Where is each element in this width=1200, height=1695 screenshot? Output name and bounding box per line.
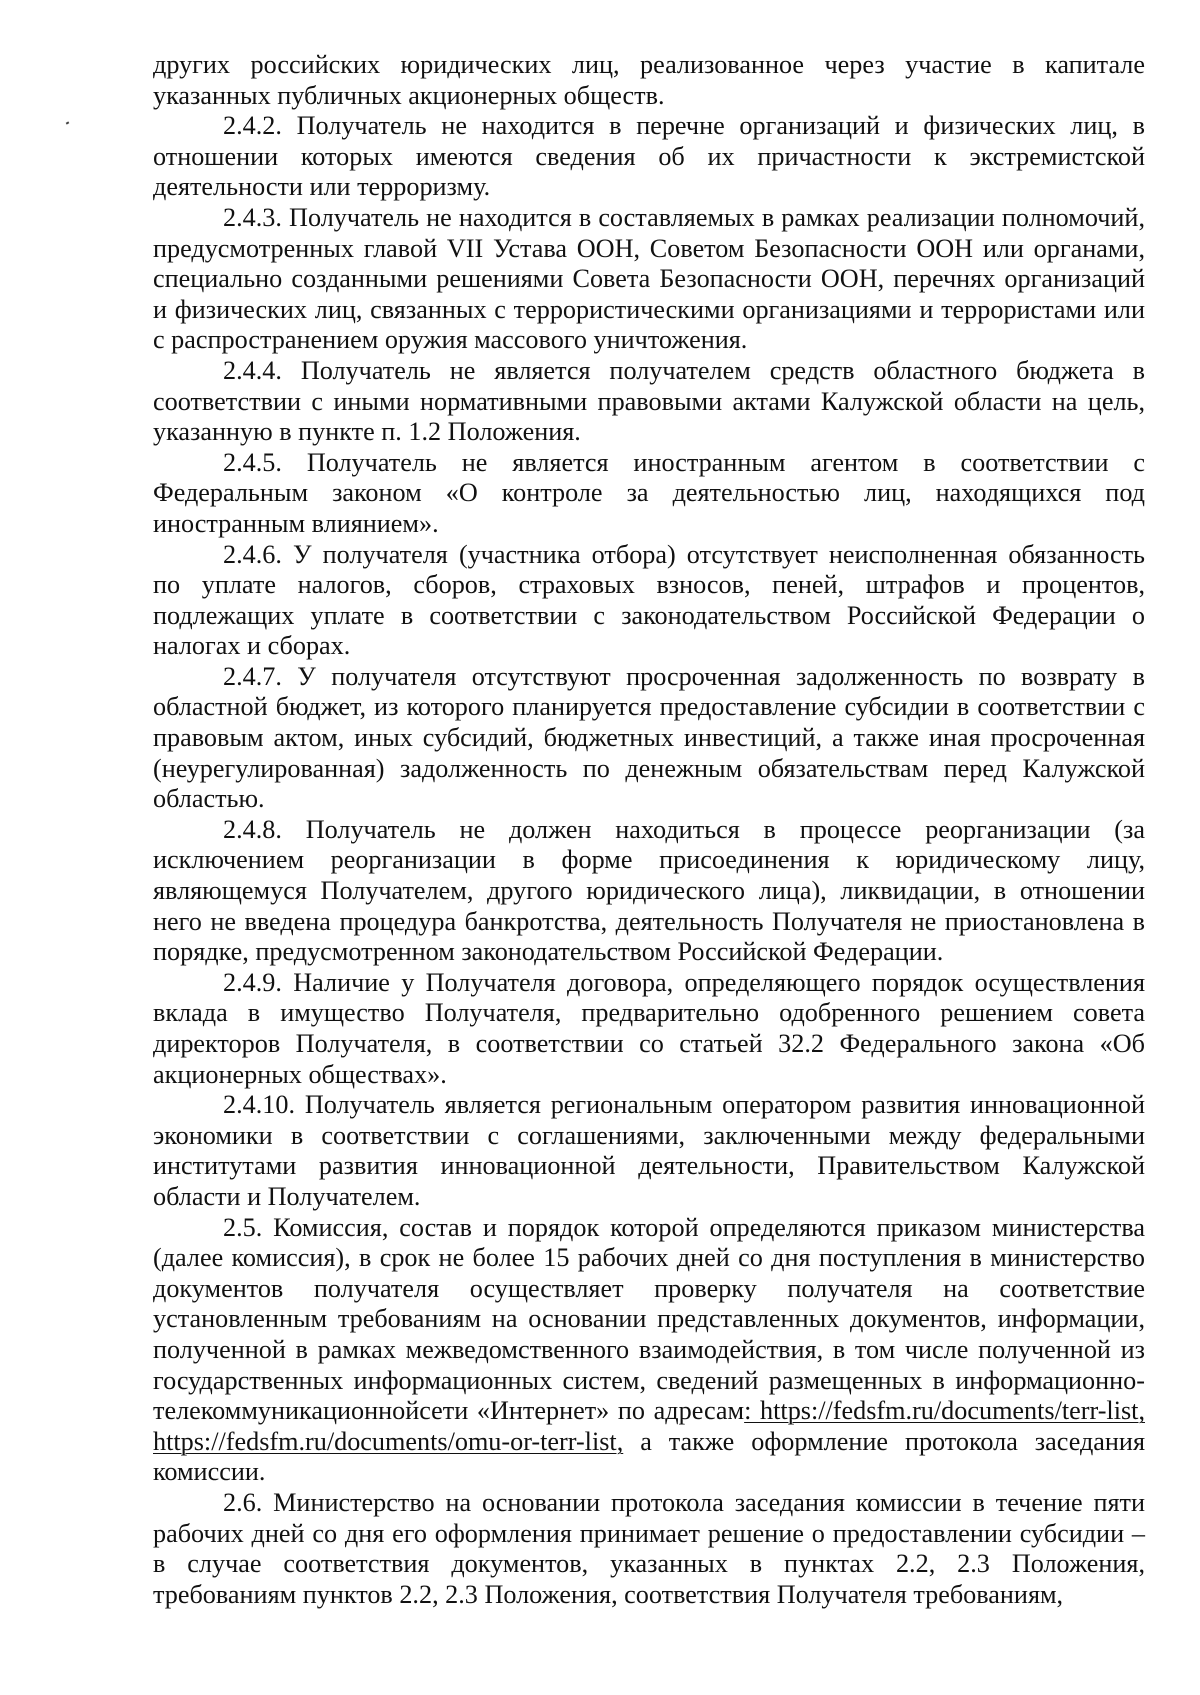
- link-omu-or-terr-list[interactable]: https://fedsfm.ru/documents/omu-or-terr-list,: [153, 1426, 624, 1456]
- paragraph-2-4-3: 2.4.3. Получатель не находится в составляемых в рамках реализации полномочий, предусмотренных главой VII Устава ООН, Советом Безопасности ООН или органами, специально созданными решениями Совета Безопасности ООН, перечнях организаций и физических лиц, связанных с террористическими организациями и террористами или с распространением оружия массового уничтожения.: [153, 202, 1145, 355]
- paragraph-2-5-tail: а также оформление протокола заседания комиссии.: [153, 1426, 1145, 1487]
- document-page: [153, 50, 1145, 1610]
- paragraph-2-5: [153, 1213, 1145, 1488]
- paragraph-2-4-5: 2.4.5. Получатель не является иностранным агентом в соответствии с Федеральным законом «О контроле за деятельностью лиц, находящихся под иностранным влиянием».: [153, 447, 1145, 538]
- paragraph-2-5-text: 2.5. Комиссия, состав и порядок которой определяются приказом министерства (далее комиссия), в срок не более 15 рабочих дней со дня поступления в министерство документов получателя осуществляет проверку получателя на соответствие установленным требованиям на основании представленных документов, информации, полученной в рамках межведомственного взаимодействия, в том числе полученной из государственных информационных систем, сведений размещенных в информационно-телекоммуникационнойсети «Интернет» по адресам: [153, 1212, 1145, 1426]
- paragraph-2-4-2: 2.4.2. Получатель не находится в перечне организаций и физических лиц, в отношении которых имеются сведения об их причастности к экстремистской деятельности или терроризму.: [153, 111, 1145, 202]
- paragraph-2-4-7: 2.4.7. У получателя отсутствуют просроченная задолженность по возврату в областной бюджет, из которого планируется предоставление субсидии в соответствии с правовым актом, иных субсидий, бюджетных инвестиций, а также иная просроченная (неурегулированная) задолженность по денежным обязательствам перед Калужской областью.: [153, 661, 1145, 814]
- paragraph-2-4-9: 2.4.9. Наличие у Получателя договора, определяющего порядок осуществления вклада в имущество Получателя, предварительно одобренного решением совета директоров Получателя, в соответствии со статьей 32.2 Федерального закона «Об акционерных обществах».: [153, 967, 1145, 1089]
- scan-speck: [66, 121, 70, 124]
- link-terr-list[interactable]: : https://fedsfm.ru/documents/terr-list,: [744, 1396, 1145, 1426]
- paragraph-2-6: 2.6. Министерство на основании протокола заседания комиссии в течение пяти рабочих дней со дня его оформления принимает решение о предоставлении субсидии – в случае соответствия документов, указанных в пунктах 2.2, 2.3 Положения, требованиям пунктов 2.2, 2.3 Положения, соответствия Получателя требованиям,: [153, 1487, 1145, 1609]
- paragraph-continuation: других российских юридических лиц, реализованное через участие в капитале указанных публичных акционерных обществ.: [153, 50, 1145, 110]
- paragraph-2-4-8: 2.4.8. Получатель не должен находиться в процессе реорганизации (за исключением реорганизации в форме присоединения к юридическому лицу, являющемуся Получателем, другого юридического лица), ликвидации, в отношении него не введена процедура банкротства, деятельность Получателя не приостановлена в порядке, предусмотренном законодательством Российской Федерации.: [153, 814, 1145, 967]
- paragraph-2-4-10: 2.4.10. Получатель является региональным оператором развития инновационной экономики в соответствии с соглашениями, заключенными между федеральными институтами развития инновационной деятельности, Правительством Калужской области и Получателем.: [153, 1090, 1145, 1211]
- paragraph-2-4-4: 2.4.4. Получатель не является получателем средств областного бюджета в соответствии с иными нормативными правовыми актами Калужской области на цель, указанную в пункте п. 1.2 Положения.: [153, 355, 1145, 447]
- paragraph-2-4-6: 2.4.6. У получателя (участника отбора) отсутствует неисполненная обязанность по уплате налогов, сборов, страховых взносов, пеней, штрафов и процентов, подлежащих уплате в соответствии с законодательством Российской Федерации о налогах и сборах.: [153, 539, 1145, 661]
